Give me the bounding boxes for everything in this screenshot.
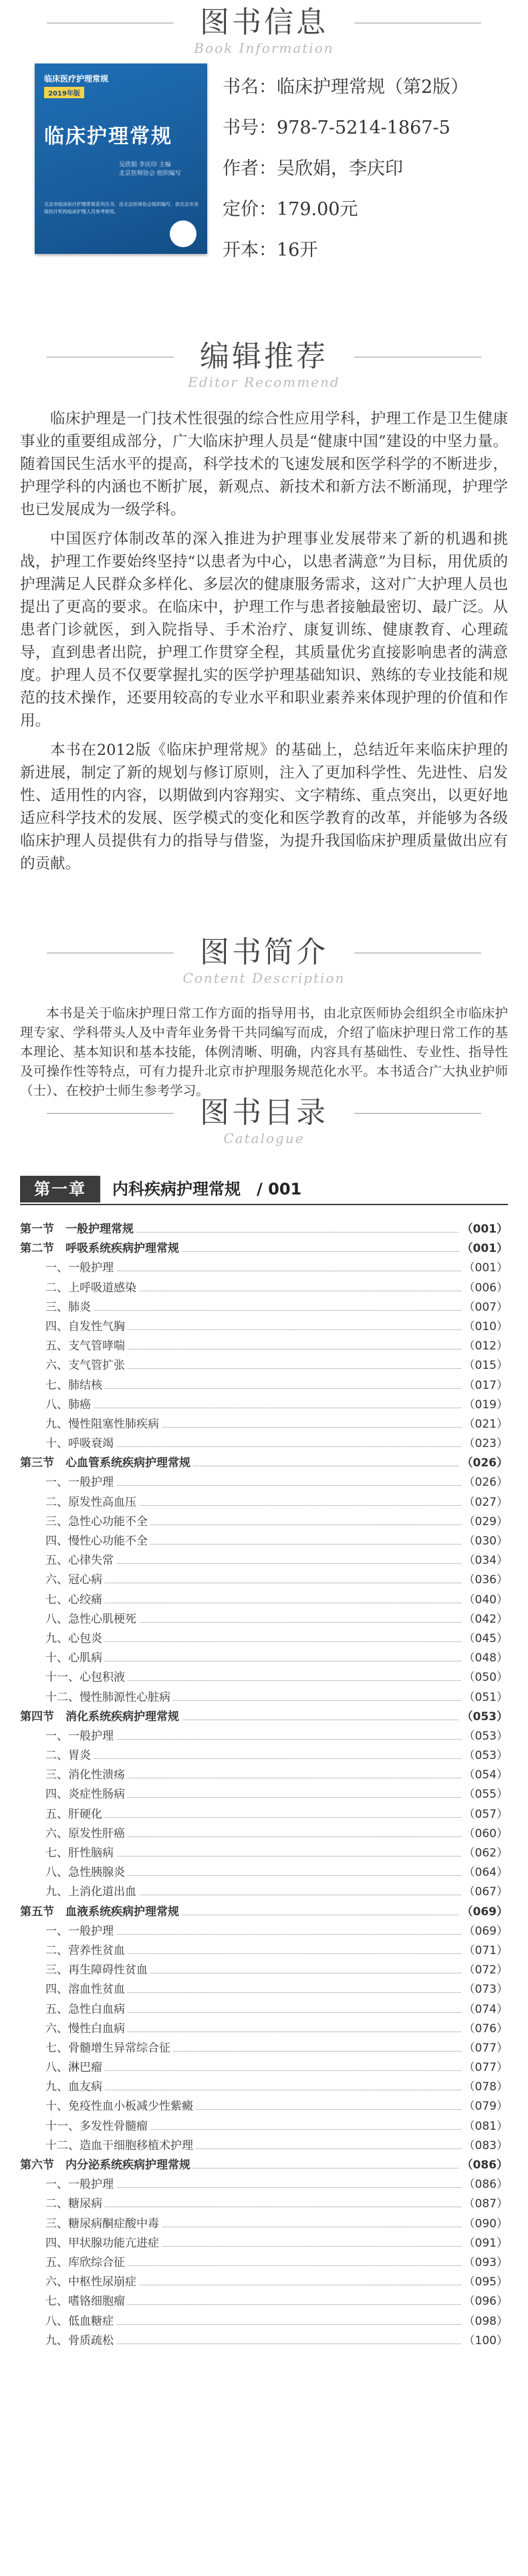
toc-page-number: （030） [461,1532,508,1551]
publisher-logo-icon [170,220,196,247]
toc-label: 二、上呼吸道感染 [45,1281,139,1295]
cover-series: 临床医疗护理常规 [44,74,109,84]
toc-label: 十二、造血干细胞移植术护理 [45,2139,196,2152]
toc-page-number: （095） [461,2273,508,2292]
toc-label: 七、嗜铬细胞瘤 [45,2295,128,2308]
toc-label: 三、再生障碍性贫血 [45,1963,150,1977]
toc-page-number: （048） [461,1649,508,1668]
toc-label: 十一、心包积液 [45,1671,128,1684]
toc-page-number: （042） [461,1610,508,1629]
toc-label: 二、原发性高血压 [45,1496,139,1509]
toc-item-row [20,2078,508,2097]
toc-item-row [20,2195,508,2214]
toc-page-number: （034） [461,1551,508,1571]
toc-label: 十一、多发性骨髓瘤 [45,2120,150,2133]
toc-label: 第五节 血液系统疾病护理常规 [20,1905,182,1919]
toc-page-number: （098） [461,2312,508,2331]
toc-page-number: （083） [461,2136,508,2156]
toc-item-row [20,1785,508,1804]
toc-label: 五、肝硬化 [45,1808,105,1821]
toc-list [20,1220,508,2351]
toc-item-row [20,1824,508,1844]
toc-label: 五、急性白血病 [45,2003,128,2016]
toc-page-number: （076） [461,2020,508,2039]
meta-price: 定价：179.00元 [223,199,358,220]
toc-item-row [20,1922,508,1941]
book-info-section [0,0,528,274]
toc-item-row [20,2117,508,2136]
heading-rule-right [354,1113,481,1114]
toc-label: 十、心肌病 [45,1651,105,1665]
toc-item-row [20,1356,508,1376]
cover-blurb: 北京市临床医疗护理常规系列丛书，由北京医师协会组织编写，供北京市各级医疗机构临床护理人员参考使用。 [44,202,199,214]
toc-page-number: （001） [459,1239,509,1259]
toc-item-row [20,1493,508,1512]
toc-item-row [20,2020,508,2039]
toc-item-row [20,2000,508,2020]
toc-label: 三、糖尿病酮症酸中毒 [45,2217,162,2231]
toc-section-row [20,1220,508,1239]
toc-label: 六、原发性肝癌 [45,1827,128,1840]
toc-label: 三、肺炎 [45,1301,94,1314]
toc-label: 四、慢性心功能不全 [45,1535,150,1548]
toc-leader-dots [45,1758,508,1759]
toc-page-number: （079） [461,2097,508,2116]
toc-label: 三、急性心功能不全 [45,1515,150,1528]
toc-leader-dots [45,1641,508,1642]
toc-label: 六、支气管扩张 [45,1359,128,1372]
toc-item-row [20,2273,508,2292]
toc-item-row [20,1532,508,1551]
toc-label: 八、淋巴瘤 [45,2061,105,2074]
toc-item-row [20,1551,508,1571]
toc-page-number: （100） [461,2331,508,2351]
toc-label: 四、自发性气胸 [45,1320,128,1333]
toc-item-row [20,1571,508,1590]
toc-item-row [20,2234,508,2253]
toc-label: 三、消化性溃疡 [45,1768,128,1782]
toc-label: 第二节 呼吸系统疾病护理常规 [20,1242,182,1255]
toc-page-number: （012） [461,1337,508,1356]
toc-page-number: （096） [461,2292,508,2311]
toc-item-row [20,1980,508,1999]
toc-label: 第四节 消化系统疾病护理常规 [20,1710,182,1724]
toc-item-row [20,1941,508,1961]
toc-page-number: （090） [461,2215,508,2234]
toc-page-number: （091） [461,2234,508,2253]
toc-item-row [20,1512,508,1532]
toc-page-number: （074） [461,2000,508,2020]
toc-page-number: （057） [461,1805,508,1824]
toc-page-number: （073） [461,1980,508,1999]
toc-item-row [20,1688,508,1708]
toc-item-row [20,2253,508,2273]
toc-page-number: （001） [461,1259,508,1278]
toc-item-row [20,2136,508,2156]
toc-label: 五、库欣综合征 [45,2256,128,2269]
toc-item-row [20,1863,508,1883]
toc-label: 第三节 心血管系统疾病护理常规 [20,1456,193,1470]
section-heading [0,935,528,986]
toc-page-number: （053） [459,1708,509,1727]
toc-item-row [20,1727,508,1746]
recommend-paragraph: 本书在2012版《临床护理常规》的基础上，总结近年来临床护理的新进展，制定了新的规划与修订原则，注入了更加科学性、先进性、启发性、适用性的内容，以期做到内容翔实、文字精练、重点突出，以更好地适应科学技术的发展、医学模式的变化和医学教育的改革，并能够为各级临床护理人员提供有力的指导与借鉴，为提升我国临床护理质量做出应有的贡献。 [20,742,508,872]
toc-label: 七、肺结核 [45,1379,105,1392]
toc-item-row [20,1376,508,1396]
cover-author-line: 吴欣娟 李庆印 主编 [119,162,171,168]
toc-label: 一、一般护理 [45,1261,116,1275]
toc-page-number: （072） [461,1961,508,1980]
chapter-title: 内科疾病护理常规 / 001 [112,1180,302,1198]
toc-item-row [20,1649,508,1668]
book-cover-image [35,63,207,254]
toc-page-number: （026） [461,1473,508,1492]
toc-page-number: （001） [459,1220,509,1239]
cover-authors [119,161,181,178]
toc-page-number: （050） [461,1668,508,1687]
section-heading [0,1098,528,1146]
toc-page-number: （060） [461,1824,508,1844]
toc-label: 七、肝性脑病 [45,1846,116,1860]
toc-page-number: （067） [461,1883,508,1902]
toc-leader-dots [45,1817,508,1818]
meta-author: 作者：吴欣娟，李庆印 [223,158,403,179]
toc-page-number: （007） [461,1298,508,1317]
toc-label: 六、冠心病 [45,1573,105,1587]
toc-label: 七、骨髓增生异常综合征 [45,2042,173,2055]
toc-section-row [20,2156,508,2175]
toc-page-number: （015） [461,1356,508,1376]
toc-item-row [20,1766,508,1785]
section-heading [0,5,528,56]
toc-item-row [20,1746,508,1766]
toc-page-number: （077） [461,2039,508,2058]
heading-title: 编辑推荐 [200,339,328,373]
toc-leader-dots [45,1388,508,1389]
toc-page-number: （077） [461,2058,508,2078]
toc-leader-dots [45,2070,508,2071]
toc-section-row [20,1708,508,1727]
toc-label: 四、溶血性贫血 [45,1983,128,1996]
toc-page-number: （019） [461,1396,508,1415]
toc-page-number: （017） [461,1376,508,1396]
toc-label: 十、免疫性血小板减少性紫癜 [45,2100,196,2113]
toc-page-number: （069） [459,1903,509,1922]
cover-series-band [44,73,178,104]
toc-label: 二、营养性贫血 [45,1944,128,1957]
toc-item-row [20,1396,508,1415]
toc-page-number: （086） [459,2156,509,2175]
toc-label: 九、慢性阻塞性肺疾病 [45,1418,162,1431]
toc-page-number: （069） [461,1922,508,1941]
toc-page-number: （010） [461,1317,508,1337]
toc-label: 一、一般护理 [45,1925,116,1938]
toc-item-row [20,1473,508,1492]
heading-rule-left [47,1113,174,1114]
heading-subtitle: Editor Recommend [188,374,340,390]
chapter-tag: 第一章 [20,1176,100,1202]
toc-section-row [20,1903,508,1922]
toc-page-number: （026） [459,1454,509,1473]
heading-subtitle: Book Information [194,40,334,56]
toc-item-row [20,1415,508,1434]
heading-title: 图书信息 [200,5,328,39]
chapter-rule [20,1204,508,1205]
toc-item-row [20,2312,508,2331]
toc-label: 六、中枢性尿崩症 [45,2275,139,2289]
toc-page-number: （055） [461,1785,508,1804]
toc-item-row [20,1337,508,1356]
heading-subtitle: Content Description [182,970,346,986]
toc-section-row [20,1454,508,1473]
toc-item-row [20,2331,508,2351]
chapter-header [20,1176,508,1202]
toc-page-number: （023） [461,1434,508,1454]
toc-leader-dots [45,1310,508,1311]
toc-page-number: （053） [461,1746,508,1766]
toc-page-number: （045） [461,1629,508,1649]
toc-item-row [20,1317,508,1337]
toc-label: 八、肺癌 [45,1398,94,1412]
toc-item-row [20,1434,508,1454]
toc-label: 四、甲状腺功能亢进症 [45,2237,162,2250]
toc-label: 一、一般护理 [45,1476,116,1489]
book-meta-list [223,67,469,271]
toc-label: 五、支气管哮喘 [45,1339,128,1353]
toc-item-row [20,2039,508,2058]
cover-title: 临床护理常规 [44,125,172,148]
toc-item-row [20,2097,508,2116]
toc-section-row [20,1239,508,1259]
toc-page-number: （087） [461,2195,508,2214]
toc-label: 八、低血糖症 [45,2315,116,2328]
toc-label: 二、糖尿病 [45,2197,105,2211]
toc-page-number: （036） [461,1571,508,1590]
toc-label: 九、心包炎 [45,1632,105,1645]
recommend-paragraph: 中国医疗体制改革的深入推进为护理事业发展带来了新的机遇和挑战，护理工作要始终坚持“以患者为中心，以患者满意”为目标，用优质的护理满足人民群众多样化、多层次的健康服务需求，这对广大护理人员也提出了更高的要求。在临床中，护理工作与患者接触最密切、最广泛。从患者门诊就医，到入院指导、手术治疗、康复训练、健康教育、心理疏导，直到患者出院，护理工作贯穿全程，其质量优劣直接影响患者的满意度。护理人员不仅要掌握扎实的医学护理基础知识、熟练的专业技能和规范的技术操作，还要用较高的专业水平和职业素养来体现护理的价值和作用。 [20,530,508,730]
toc-page-number: （051） [461,1688,508,1708]
toc-item-row [20,1668,508,1687]
toc-page-number: （078） [461,2078,508,2097]
toc-label: 四、炎症性肠病 [45,1788,128,1801]
toc-label: 第六节 内分泌系统疾病护理常规 [20,2158,193,2172]
toc-label: 九、血友病 [45,2080,105,2094]
toc-item-row [20,1591,508,1610]
toc-item-row [20,1883,508,1902]
heading-subtitle: Catalogue [223,1130,305,1146]
toc-label: 八、急性胰腺炎 [45,1866,128,1879]
toc-item-row [20,1259,508,1278]
toc-label: 五、心律失常 [45,1554,116,1567]
toc-page-number: （071） [461,1941,508,1961]
toc-item-row [20,1844,508,1863]
toc-label: 一、一般护理 [45,2178,116,2191]
toc-page-number: （053） [461,1727,508,1746]
toc-label: 九、骨质疏松 [45,2334,116,2348]
toc-item-row [20,1961,508,1980]
heading-title: 图书目录 [200,1096,328,1130]
toc-label: 十、呼吸衰竭 [45,1437,116,1450]
toc-page-number: （029） [461,1512,508,1532]
toc-item-row [20,2215,508,2234]
toc-label: 八、急性心肌梗死 [45,1613,139,1626]
toc-item-row [20,1279,508,1298]
toc-item-row [20,2058,508,2078]
cover-author-line: 北京医师协会 组织编写 [119,170,181,177]
toc-page-number: （086） [461,2175,508,2195]
toc-page-number: （081） [461,2117,508,2136]
toc-item-row [20,2175,508,2195]
recommend-paragraph: 临床护理是一门技术性很强的综合性应用学科，护理工作是卫生健康事业的重要组成部分，广大临床护理人员是“健康中国”建设的中坚力量。随着国民生活水平的提高，科学技术的飞速发展和医学科学的不断进步，护理学科的内涵也不断扩展，新观点、新技术和新方法不断涌现，护理学也已发展成为一级学科。 [20,410,508,518]
toc-item-row [20,1805,508,1824]
meta-title: 书名：临床护理常规（第2版） [223,77,469,98]
toc-label: 第一节 一般护理常规 [20,1223,136,1236]
toc-label: 九、上消化道出血 [45,1885,139,1899]
toc-item-row [20,1610,508,1629]
cover-edition-badge: 2019年版 [44,87,84,98]
toc-label: 二、胃炎 [45,1749,94,1762]
toc-item-row [20,1629,508,1649]
toc-page-number: （021） [461,1415,508,1434]
toc-page-number: （064） [461,1863,508,1883]
toc-item-row [20,2292,508,2311]
intro-paragraph: 本书是关于临床护理日常工作方面的指导用书，由北京医师协会组织全市临床护理专家、学科带头人及中青年业务骨干共同编写而成，介绍了临床护理日常工作的基本理论、基本知识和基本技能，体例清晰、明确，内容具有基础性、专业性、指导性及可操作性等特点，可有力提升北京市护理服务规范化水平。本书适合广大执业护师（士）、在校护士师生参考学习。 [20,1005,508,1098]
heading-title: 图书简介 [200,935,328,969]
toc-label: 一、一般护理 [45,1730,116,1743]
toc-page-number: （062） [461,1844,508,1863]
toc-page-number: （027） [461,1493,508,1512]
meta-isbn: 书号：978-7-5214-1867-5 [223,118,450,138]
toc-page-number: （093） [461,2253,508,2273]
toc-page-number: （040） [461,1591,508,1610]
toc-page-number: （006） [461,1279,508,1298]
toc-page-number: （054） [461,1766,508,1785]
toc-label: 六、慢性白血病 [45,2022,128,2036]
toc-label: 七、心绞痛 [45,1593,105,1607]
toc-item-row [20,1298,508,1317]
toc-label: 十二、慢性肺源性心脏病 [45,1691,173,1704]
section-heading [0,339,528,390]
meta-format: 开本：16开 [223,240,318,261]
